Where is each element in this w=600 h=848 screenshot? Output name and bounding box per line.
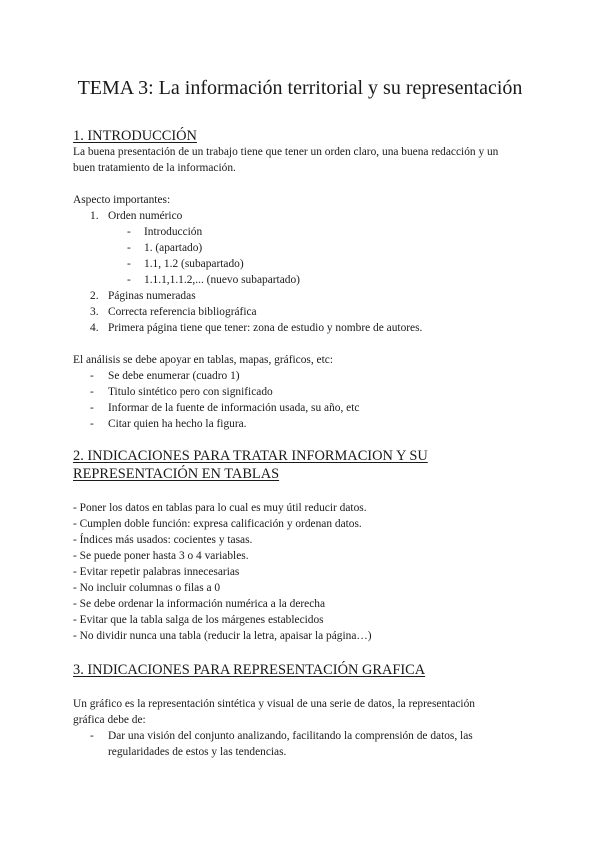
list-item: - No dividir nunca una tabla (reducir la letra, apaisar la página…) — [73, 630, 372, 642]
aspects-label: Aspecto importantes: — [73, 194, 171, 206]
section1-intro-line2: buen tratamiento de la información. — [73, 162, 236, 174]
list-item-text: Páginas numeradas — [108, 290, 196, 302]
analysis-item: Informar de la fuente de información usada, su año, etc — [108, 402, 360, 414]
analysis-item: Se debe enumerar (cuadro 1) — [108, 370, 240, 382]
list-item-text: Correcta referencia bibliográfica — [108, 306, 257, 318]
section1-intro-line1: La buena presentación de un trabajo tiene que tener un orden claro, una buena redacción y un — [73, 146, 499, 158]
sublist-item: 1. (apartado) — [144, 242, 203, 254]
section3-item-line1: Dar una visión del conjunto analizando, facilitando la comprensión de datos, las — [108, 730, 473, 742]
section2-heading-line2: REPRESENTACIÓN EN TABLAS — [73, 466, 280, 482]
list-item-number: 1. — [90, 210, 99, 222]
section1-heading: 1. INTRODUCCIÓN — [73, 128, 197, 144]
sublist-item: 1.1, 1.2 (subapartado) — [144, 258, 244, 270]
list-item: - Cumplen doble función: expresa calificación y ordenan datos. — [73, 518, 362, 530]
list-item: - Índices más usados: cocientes y tasas. — [73, 534, 253, 546]
list-item-number: 4. — [90, 322, 99, 334]
analysis-item: Citar quien ha hecho la figura. — [108, 418, 247, 430]
list-item: - No incluir columnas o filas a 0 — [73, 582, 221, 594]
section2-heading-line1: 2. INDICACIONES PARA TRATAR INFORMACION Y SU — [73, 448, 428, 464]
section3-intro-line1: Un gráfico es la representación sintética y visual de una serie de datos, la representación — [73, 698, 475, 710]
list-item-number: 2. — [90, 290, 99, 302]
list-item: - Se puede poner hasta 3 o 4 variables. — [73, 550, 249, 562]
section3-item-line2: regularidades de estos y las tendencias. — [108, 746, 287, 758]
sublist-item: Introducción — [144, 226, 203, 238]
section3-intro-line2: gráfica debe de: — [73, 714, 146, 726]
sublist-item: 1.1.1,1.1.2,... (nuevo subapartado) — [144, 274, 300, 286]
page-title: TEMA 3: La información territorial y su representación — [77, 77, 523, 99]
list-item: - Evitar que la tabla salga de los márgenes establecidos — [73, 614, 324, 626]
list-item-text: Orden numérico — [108, 210, 183, 222]
list-item-number: 3. — [90, 306, 99, 318]
section3-heading: 3. INDICACIONES PARA REPRESENTACIÓN GRAFICA — [73, 662, 426, 678]
analysis-label: El análisis se debe apoyar en tablas, mapas, gráficos, etc: — [73, 354, 333, 366]
document-page: TEMA 3: La información territorial y su representación 1. INTRODUCCIÓN La buena presentación de un trabajo tiene que tener un orden claro, una buena redacción y un buen tratamiento de la información. Aspecto importantes: 1. Orden numérico - Introducción - 1. (apartado) - 1.1, 1.2 (subapartado) - 1.1.1,1.1.2,... (nuevo subapartado) 2. Páginas numeradas 3. Correcta referencia bibliográfica 4. Primera página tiene que tener: zona de estudio y nombre de autores. El análisis se debe apoyar en tablas, mapas, gráficos, etc: - Se debe enumerar (cuadro 1) - Titulo sintético pero con significado - Informar de la fuente de información usada, su año, etc - Citar quien ha hecho la figura. 2. INDICACIONES PARA TRATAR INFORMACION Y SU REPRESENTACIÓN EN TABLAS - Poner los datos en tablas para lo cual es muy útil reducir datos. - Cumplen doble función: expresa calificación y ordenan datos. - Índices más usados: cocientes y tasas. - Se puede poner hasta 3 o 4 variables. - Evitar repetir palabras innecesarias - No incluir columnas o filas a 0 - Se debe ordenar la información numérica a la derecha - Evitar que la tabla salga de los márgenes establecidos - No dividir nunca una tabla (reducir la letra, apaisar la página…) 3. INDICACIONES PARA REPRESENTACIÓN GRAFICA Un gráfico es la representación sintética y visual de una serie de datos, la representación gráfica debe de: - Dar una visión del conjunto analizando, facilitando la comprensión de datos, las regularidades de estos y las tendencias. — [0, 0, 600, 848]
analysis-item: Titulo sintético pero con significado — [108, 386, 273, 398]
list-item-text: Primera página tiene que tener: zona de estudio y nombre de autores. — [108, 322, 423, 334]
list-item: - Se debe ordenar la información numérica a la derecha — [73, 598, 326, 610]
list-item: - Poner los datos en tablas para lo cual es muy útil reducir datos. — [73, 502, 367, 514]
list-item: - Evitar repetir palabras innecesarias — [73, 566, 240, 578]
